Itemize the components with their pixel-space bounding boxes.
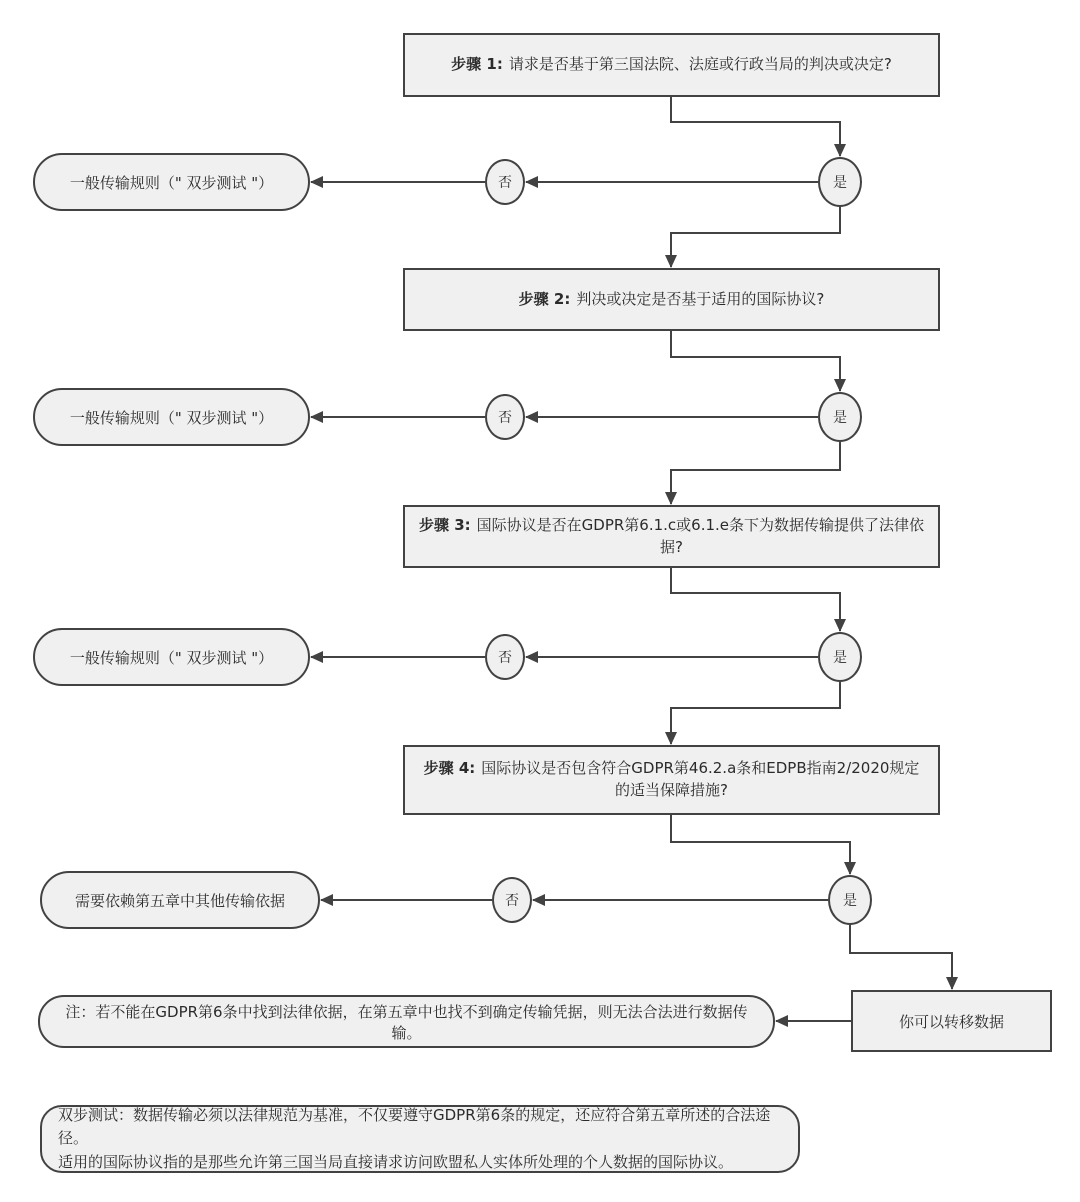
general-transfer-rule-box-1 (33, 153, 310, 211)
yes-node-row2 (818, 392, 862, 442)
yes-node-row3 (818, 632, 862, 682)
step-4-label: 步骤 4: (423, 759, 476, 778)
yes-node-row1 (818, 157, 862, 207)
step-3-label: 步骤 3: (418, 515, 471, 534)
chapter5-other-basis-label: 需要依赖第五章中其他传输依据 (74, 891, 285, 910)
step-3-question: 国际协议是否在GDPR第6.1.c或6.1.e条下为数据传输提供了法律依据? (476, 515, 925, 556)
no-node-row4 (492, 877, 532, 923)
no-node-row2 (485, 394, 525, 440)
step-1-label: 步骤 1: (451, 55, 503, 74)
yes-label-row1: 是 (833, 175, 847, 191)
step-2-box (403, 268, 940, 331)
transfer-allowed-label: 你可以转移数据 (898, 1012, 1004, 1031)
step-2-label: 步骤 2: (518, 289, 571, 308)
no-label-row4: 否 (505, 893, 519, 909)
step-3-box (403, 505, 940, 568)
no-label-row1: 否 (498, 175, 512, 191)
step-1-box (403, 33, 940, 97)
no-label-row3: 否 (498, 650, 512, 666)
yes-node-row4 (828, 875, 872, 925)
no-node-row3 (485, 634, 525, 680)
step-1-question: 请求是否基于第三国法院、法庭或行政当局的判决或决定? (508, 55, 892, 74)
yes-label-row2: 是 (833, 410, 847, 426)
note-box (38, 995, 775, 1048)
step-4-question: 国际协议是否包含符合GDPR第46.2.a条和EDPB指南2/2020规定的适当保障措施? (481, 759, 920, 799)
footnote-box (40, 1105, 800, 1173)
no-node-row1 (485, 159, 525, 205)
transfer-allowed-box (851, 990, 1052, 1052)
yes-label-row4: 是 (843, 893, 857, 909)
general-transfer-rule-label-2: 一般传输规则（" 双步测试 "） (69, 408, 274, 427)
step-4-box (403, 745, 940, 815)
yes-label-row3: 是 (833, 650, 847, 666)
footnote-line2: 适用的国际协议指的是那些允许第三国当局直接请求访问欧盟私人实体所处理的个人数据的国际协议。 (58, 1152, 734, 1171)
chapter5-other-basis-box (40, 871, 320, 929)
footnote-line1: 双步测试：数据传输必须以法律规范为基准，不仅要遵守GDPR第6条的规定，还应符合第五章所述的合法途径。 (58, 1106, 771, 1148)
step-2-question: 判决或决定是否基于适用的国际协议? (576, 289, 825, 308)
general-transfer-rule-box-2 (33, 388, 310, 446)
general-transfer-rule-box-3 (33, 628, 310, 686)
general-transfer-rule-label-3: 一般传输规则（" 双步测试 "） (69, 648, 274, 667)
general-transfer-rule-label-1: 一般传输规则（" 双步测试 "） (69, 173, 274, 192)
no-label-row2: 否 (498, 410, 512, 426)
note-text: 注：若不能在GDPR第6条中找到法律依据，在第五章中也找不到确定传输凭据，则无法合法进行数据传输。 (65, 1002, 748, 1042)
